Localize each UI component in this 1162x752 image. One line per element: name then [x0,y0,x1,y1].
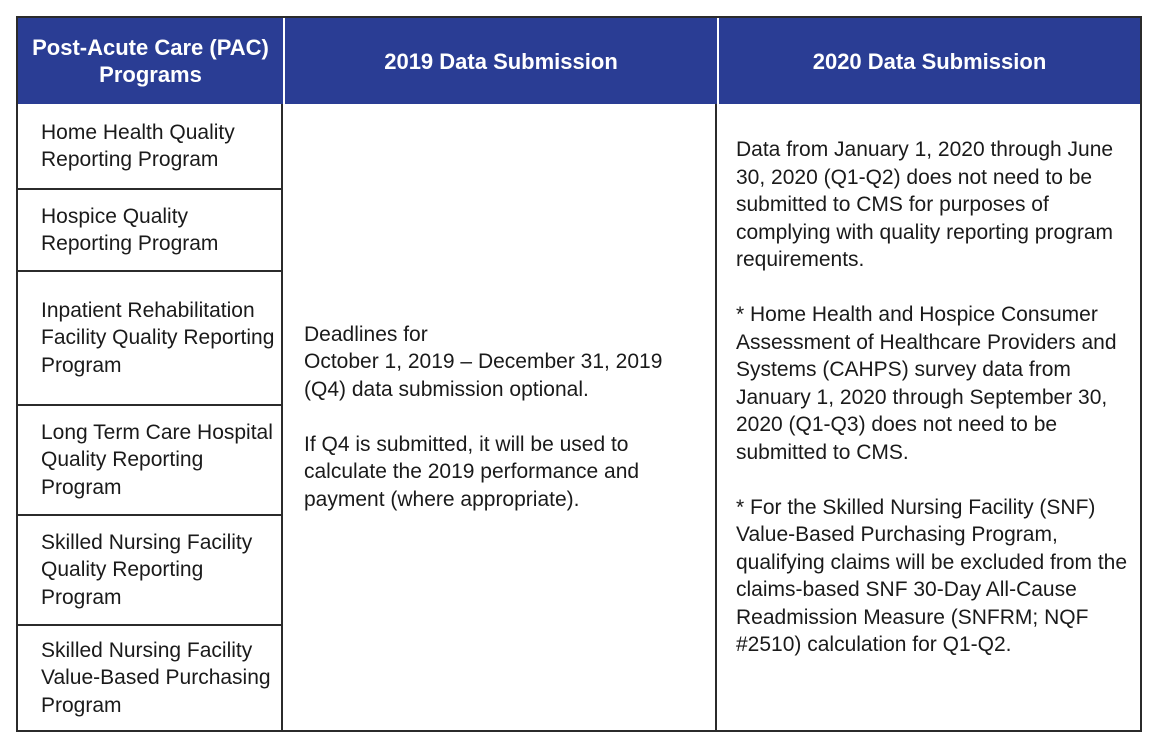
snf-vbp-text: * For the Skilled Nursing Facility (SNF) Value-Based Purchasing Program, qualifying claims will be excluded from the claims-based SNF 30-Day All-Cause Readmission Measure (SNFRM; NQF #2510) calculation for Q1-Q2. [736,495,1128,656]
header-2020-submission: 2020 Data Submission [717,18,1140,104]
q1-q2-text: Data from January 1, 2020 through June 30, 2020 (Q1-Q2) does not need to be submitted to CMS for purposes of complying with quality reporting program requirements. [736,138,1114,271]
q4-optional-text: October 1, 2019 – December 31, 2019 (Q4) data submission optional. [304,350,663,401]
program-cell: Inpatient Rehabilitation Facility Quality Reporting Program [18,270,283,404]
header-2019-submission: 2019 Data Submission [283,18,717,104]
deadline-label: Deadlines for [304,322,428,346]
program-cell: Hospice Quality Reporting Program [18,188,283,270]
program-cell: Skilled Nursing Facility Quality Reporting Program [18,514,283,624]
submission-2019-cell [281,104,717,730]
table-header [18,18,1140,104]
pac-data-submission-table [16,16,1142,732]
program-cell: Long Term Care Hospital Quality Reporting Program [18,404,283,514]
header-pac-programs: Post-Acute Care (PAC) Programs [32,35,269,87]
programs-column [18,104,283,730]
q4-usage-text: If Q4 is submitted, it will be used to calculate the 2019 performance and payment (where appropriate). [304,432,640,511]
cahps-text: * Home Health and Hospice Consumer Assessment of Healthcare Providers and Systems (CAHPS) survey data from January 1, 2020 through September 30, 2020 (Q1-Q3) does not need to be submitted to CMS. [736,303,1117,464]
program-cell: Home Health Quality Reporting Program [41,120,235,171]
table-body [18,104,1140,730]
submission-2020-cell [715,104,1140,730]
program-cell: Skilled Nursing Facility Value-Based Purchasing Program [18,624,283,730]
